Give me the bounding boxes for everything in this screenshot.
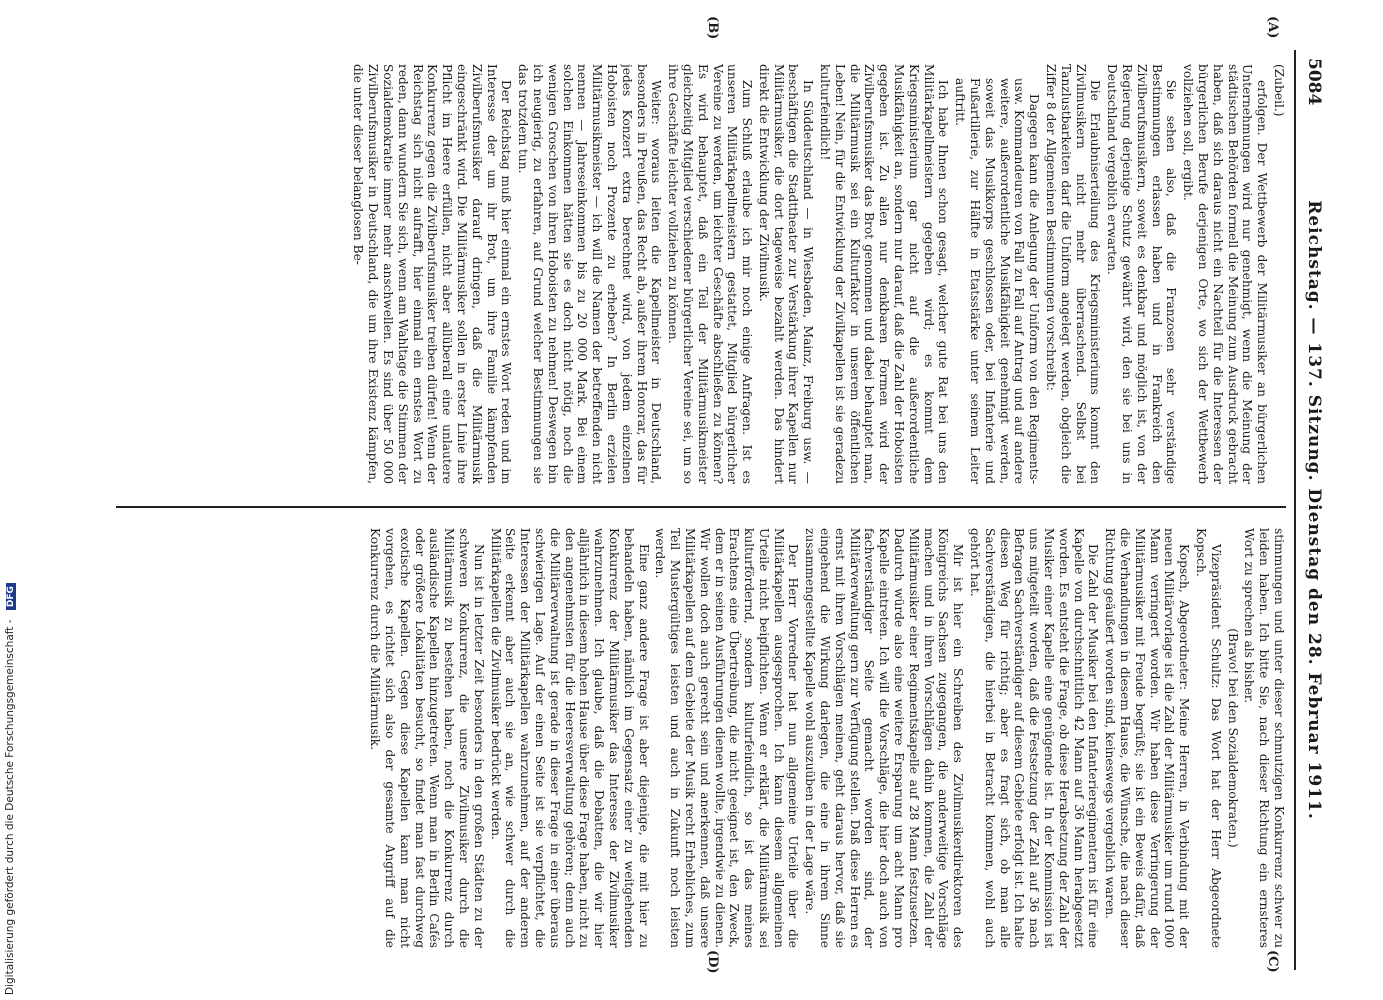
audience-reaction: (Bravo! bei den Sozialdemokraten.) [1225, 628, 1240, 848]
paragraph: Der Herr Vorredner hat nun allgemeine Urteile über die Militärkapellen ausgesprochen. Ich kann diesem allgemeinen Urteile nicht beipflichten. Wenn er erklärt, die Militärmusik sei kulturfördernd, sondern kulturfeindlich, so ist das meines Erachtens eine Übertreibung, die nicht geeignet ist, den Zweck, dem er in seinen Ausführungen dienen wollte, irgendwie zu dienen. Wir wollen doch auch gerecht sein und anerkennen, daß unsere Militärkapellen auf dem Gebiete der Musik recht Erhebliches, zum Teil Mustergültiges leisten und auch in Zukunft noch leisten werden. [653, 528, 801, 948]
digitization-credit [0, 0, 40, 1000]
credit-text: Digitalisierung gefördert durch die Deutsche Forschungsgemeinschaft - [4, 619, 16, 995]
margin-marker-b: (B) [705, 16, 720, 40]
right-column [106, 528, 1286, 948]
paragraph: In Süddeutschland — in Wiesbaden, Mainz, Freiburg usw. — beschäftigen die Stadttheater zur Verstärkung ihrer Kapellen nur Militärmusiker, die dort tageweise bezahlt werden. Das hindert direkt die Entwicklung der Zivilmusik. [756, 64, 816, 484]
paragraph: stimmungen und unter dieser schmutzigen Konkurrenz schwer zu leiden haben. Ich bitte Sie, nach dieser Richtung ein ernsteres Wort zu sprechen als bisher. [1242, 528, 1286, 948]
paragraph: Eine ganz andere Frage ist aber diejenige, die mit hier zu behandeln haben, nämlich im Gegensatz einer zu weitgehenden Konkurrenz der Militärmusiker das Interesse der Zivilmusiker wahrzunehmen. Ich glaube, daß die Debatten, die wir hier alljährlich in diesem hohen Hause über diese Frage haben, nicht zu den angenehmsten für die Heeresverwaltung gehören; denn auch die Militärverwaltung ist gerade in dieser Frage in einer überaus schwierigen Lage. Auf der einen Seite ist sie verpflichtet, die Interessen der Militärkapellen wahrzunehmen, auf der anderen Seite erkennt aber auch sie an, wie schwer durch die Militärkapellen die Zivilmusiker bedrückt werden. [488, 528, 651, 948]
page-number: 5084 [1304, 58, 1324, 106]
quoted-paragraph: Dagegen kann die Anlegung der Uniform von den Regiments- usw. Kommandeuren von Fall zu Fall auf Antrag und auf andere weitere, außerordentliche Musikfähigkeit genehmigt werden, soweit das Musikkorps geschlossen oder, bei Infanterie und Fußartillerie, zur Hälfte in Etatsstärke unter seinem Leiter auftritt. [953, 78, 1042, 484]
paragraph: Weiter: woraus leiten die Kapellmeister in Deutschland, besonders in Preußen, das Recht ab, außer ihrem Honorar, das für jedes Konzert extra berechnet wird, von jedem einzelnen Hoboisten noch Prozente zu erheben? In Berlin erzielen Militärmusikmeister — ich will die Namen der betreffenden nicht nennen — Jahreseinkommen bis zu 20 000 Mark. Bei einem solchen Einkommen hätten sie es doch nicht nötig, noch die wenigen Groschen von ihren Hoboisten zu nehmen! Deswegen bin ich neugierig, zu erfahren, auf Grund welcher Bestimmungen sie das trotzdem tun. [516, 64, 664, 484]
paragraph: Sie sehen also, daß die Franzosen sehr verständige Bestimmungen erlassen haben und in Frankreich den Zivilberufsmusikern, soweit es denkbar und möglich ist, von der Regierung derjenige Schutz gewährt wird, den sie bei uns in Deutschland vergeblich erwarten. [1105, 64, 1179, 484]
dfg-logo: DFG [6, 583, 16, 610]
paragraph: Mir ist hier ein Schreiben des Zivilmusikerdirektoren des Königreichs Sachsen zugegangen, die anderweitige Vorschläge machen und in ihren Vorschlägen dahin kommen, die Zahl der Militärmusiker einer Regimentskapelle auf 28 Mann festzusetzen. Dadurch würde also eine weitere Ersparung um acht Mann pro Kapelle eintreten. Ich will die Vorschläge, die hier doch auch von fachverständiger Seite gemacht worden sind, der Militärverwaltung gern zur Verfügung stellen. Daß diese Herren es ernst mit ihren Vorschlägen meinen, geht daraus hervor, daß sie eingehend die Wirkung darlegen, die eine in ihrem Sinne zusammengestellte Kapelle wohl auszuüben in der Lage wäre. [803, 528, 966, 948]
document-page [90, 16, 1330, 974]
left-column [106, 64, 1286, 484]
page-title: Reichstag. — 137. Sitzung. Dienstag den 28. Februar 1911. [1304, 200, 1324, 820]
margin-marker-a: (A) [1265, 16, 1280, 39]
paragraph: erfolgen. Der Wettbewerb der Militärmusiker an bürgerlichen Unternehmungen wird nur genehmigt, wenn die Meinung der städtischen Behörden formell die Meinung zum Ausdruck gebracht haben, daß sich daraus nicht ein Nachteil für die Interessen der bürgerlichen Berufe derjenigen Orte, wo sich der Wettbewerb vollziehen soll, ergibt. [1181, 64, 1270, 484]
paragraph: Der Reichstag muß hier einmal ein ernstes Wort reden und im Interesse der um ihr Brot, um ihre Familie kämpfenden Zivilberufsmusiker darauf dringen, daß die Militärmusik eingeschränkt wird. Die Militärmusiker sollen in erster Linie ihre Pflicht im Heere erfüllen, nicht aber allüberall eine unlautere Konkurrenz gegen die Zivilberufsmusiker treiben dürfen! Wenn der Reichstag sich nicht aufrafft, hier einmal ein ernstes Wort zu reden, dann wundern Sie sich, wenn am Wahltage die Stimmen der Sozialdemokratie immer mehr anschwellen. Es sind über 50 000 Zivilberufsmusiker in Deutschland, die um ihre Existenz kämpfen, die unter dieser belanglosen Be- [351, 64, 514, 484]
paragraph: Zum Schluß erlaube ich mir noch einige Anfragen. Ist es unseren Militärkapellmeistern gestattet, Mitglied bürgerlicher Vereine zu werden, um leichter Geschäfte abschließen zu können? Es wird behauptet, daß ein Teil der Militärmusikmeister gleichzeitig Mitglied verschiedener bürgerlicher Vereine sei, um so ihre Geschäfte leichter vollziehen zu können. [666, 64, 755, 484]
column-divider [116, 506, 1286, 508]
paragraph: Die Erlaubniserteilung des Kriegsministeriums kommt den Zivilmusikern nicht mehr überraschend. Selbst bei Tanzlustbarkeiten darf die Uniform angelegt werden, obgleich die Ziffer 8 der Allgemeinen Bestimmungen vorschreibt: [1044, 64, 1103, 484]
paragraph: Nun ist in letzter Zeit besonders in den großen Städten zu der schweren Konkurrenz, die unsere Zivilmusiker durch die Militärmusik zu bestehen haben, noch die Konkurrenz durch ausländische Kapellen hinzugetreten. Wenn man in Berlin Cafés oder größere Lokalitäten besucht, so findet man fast durchweg exotische Kapellen. Gegen diese Kapellen kann man nicht vorgehen, es richtet sich also der gesamte Angriff auf die Konkurrenz durch die Militärmusik. [368, 528, 486, 948]
paragraph: Die Zahl der Musiker bei den Infanterieregimentern ist für eine Kapelle von durchschnittlich 42 Mann auf 36 Mann herabgesetzt worden. Es entsteht die Frage, ob diese Herabsetzung der Zahl der Musiker einer Kapelle eine genügende ist. In der Kommission ist uns mitgeteilt worden, daß die Festsetzung der Zahl auf 36 nach Befragen Sachverständiger auf diesem Gebiete erfolgt ist. Ich halte diesen Weg für richtig; aber es fragt sich, ob man alle Sachverständigen, die hierbei in Betracht kommen, wohl auch gehört hat. [968, 528, 1101, 948]
margin-marker-d: (D) [705, 950, 720, 974]
paragraph: Ich habe Ihnen schon gesagt, welcher gute Rat bei uns den Militärkapellmeistern gegeben wird; es kommt dem Kriegsministerium gar nicht auf die außerordentliche Musikfähigkeit an, sondern nur darauf, daß die Zahl der Hoboisten gegeben ist. Zu allen nur denkbaren Formen wird der Zivilberufsmusiker das Brot genommen und dabei behauptet man, die Militärmusik sei ein Kulturfaktor in unserem öffentlichen Leben! Nein, für die Entwicklung der Zivilkapellen ist sie geradezu kulturfeindlich! [818, 64, 951, 484]
speaker-announcement: Vizepräsident Schultz: Das Wort hat der Herr Abgeordnete Kopsch. [1194, 528, 1223, 948]
paragraph: Kopsch, Abgeordneter: Meine Herren, in Verbindung mit der neuen Militärvorlage ist die Zahl der Militärmusiker um rund 1000 Mann verringert worden. Wir haben diese Verringerung der Militärmusiker mit Freude begrüßt; sie ist ein Beweis dafür, daß die Verhandlungen in diesem Hause, die Wünsche, die nach dieser Richtung geäußert worden sind, keineswegs vergeblich waren. [1103, 528, 1192, 948]
page-header [1294, 50, 1330, 970]
margin-marker-c: (C) [1265, 950, 1280, 973]
speaker-attribution: (Zubeil.) [1272, 64, 1286, 117]
